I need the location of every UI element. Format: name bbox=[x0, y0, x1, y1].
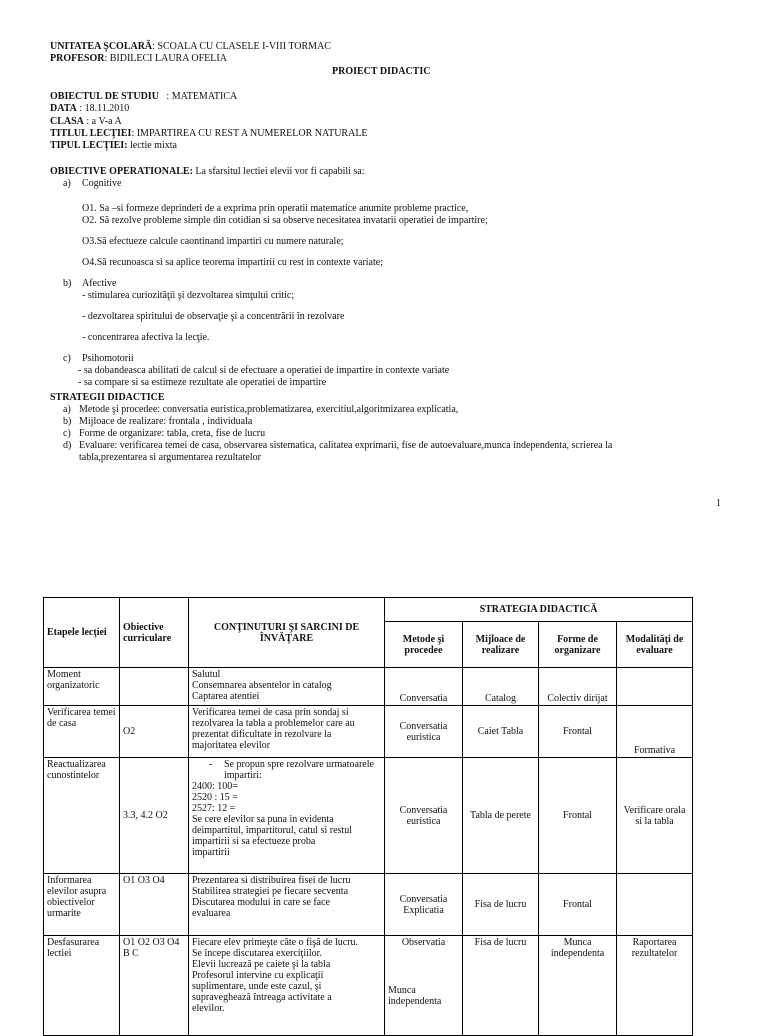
cell-forms: Frontal bbox=[539, 874, 617, 936]
lesson-type-line bbox=[50, 140, 177, 152]
cognitive-label: Cognitive bbox=[82, 178, 122, 189]
affective-marker: b) bbox=[63, 278, 72, 289]
subject-line bbox=[50, 91, 237, 103]
psychomotor-marker: c) bbox=[63, 353, 71, 364]
affective-item bbox=[50, 278, 730, 290]
objective-o1: O1. Sa –si formeze deprinderi de a exprima prin operatii matematice anumite probleme practice, bbox=[82, 203, 469, 214]
cell-means: Caiet Tabla bbox=[463, 706, 539, 758]
page-number: 1 bbox=[716, 498, 721, 509]
psychomotor-2: - sa compare si sa estimeze rezultate ale operatiei de impartire bbox=[78, 377, 327, 388]
cell-objectives: O1 O3 O4 bbox=[120, 874, 189, 936]
strategy-item: a) Metode şi procedee: conversatia euristica,problematizarea, exercitiul,algoritmizarea explicatia, bbox=[63, 404, 459, 415]
header-means: Mijloace de realizare bbox=[463, 622, 539, 668]
cell-content: - Se propun spre rezolvare urmatoarele impartiri: 2400: 100= 2520 : 15 = 2527: 12 = Se cere elevilor sa puna in evidenta deimpartitul, impartitorul, catul si restul impartirii si sa efectueze proba impartirii bbox=[189, 758, 385, 874]
header-objectives: Obiective curriculare bbox=[120, 598, 189, 668]
cognitive-item bbox=[50, 178, 730, 190]
lesson-title-label: TITLUL LECŢIEI bbox=[50, 128, 132, 139]
cell-forms: Colectiv dirijat bbox=[539, 668, 617, 706]
objective-o3: O3.Să efectueze calcule caontinand impartiri cu numere naturale; bbox=[82, 236, 344, 247]
cell-means: Fisa de lucru bbox=[463, 874, 539, 936]
teacher-label: PROFESOR bbox=[50, 53, 105, 64]
cell-stage: Verificarea temei de casa bbox=[44, 706, 120, 758]
cell-stage: Informarea elevilor asupra obiectivelor urmarite bbox=[44, 874, 120, 936]
cell-content: Fiecare elev primeşte câte o fişă de lucru. Se începe discutarea exerciţiilor. Elevii lucrează pe caiete şi la tabla Profesorul intervine cu explicaţii suplimentare, unde este cazul, şi supraveghează întreaga activitate a elevilor. bbox=[189, 936, 385, 1036]
cell-content: Verificarea temei de casa prin sondaj si rezolvarea la tabla a problemelor care au prezentat dificultate in rezolvare la majoritatea elevilor bbox=[189, 706, 385, 758]
cell-eval: Formativa bbox=[617, 706, 693, 758]
school-line bbox=[50, 41, 331, 53]
objectives-heading: OBIECTIVE OPERATIONALE: bbox=[50, 166, 193, 177]
objective-o4: O4.Să recunoasca si sa aplice teorema impartirii cu rest in contexte variate; bbox=[82, 257, 383, 268]
date-line bbox=[50, 103, 129, 115]
class-label: CLASA bbox=[50, 116, 84, 127]
table-row bbox=[44, 936, 693, 1036]
header-content: CONŢINUTURI ŞI SARCINI DE ÎNVĂŢARE bbox=[189, 598, 385, 668]
cell-objectives: O2 bbox=[120, 706, 189, 758]
strategy-item: b) Mijloace de realizare: frontala , individuala bbox=[63, 416, 253, 427]
cell-objectives bbox=[120, 668, 189, 706]
subject-label: OBIECTUL DE STUDIU bbox=[50, 91, 159, 102]
cell-methods: Conversatia euristica bbox=[385, 758, 463, 874]
cell-objectives: O1 O2 O3 O4 B C bbox=[120, 936, 189, 1036]
strategies-section bbox=[50, 392, 730, 464]
cell-forms: Frontal bbox=[539, 758, 617, 874]
cognitive-marker: a) bbox=[63, 178, 71, 189]
affective-label: Afective bbox=[82, 278, 117, 289]
cell-stage: Reactualizarea cunostintelor bbox=[44, 758, 120, 874]
strategy-item: c) Forme de organizare: tabla, creta, fise de lucru bbox=[63, 428, 266, 439]
subject-value: : MATEMATICA bbox=[158, 91, 238, 102]
lesson-type-value: lectie mixta bbox=[127, 140, 177, 151]
objective-o2: O2. Să rezolve probleme simple din cotidian si sa observe necesitatea invatarii operatiei de impartire; bbox=[82, 215, 488, 226]
cell-eval: Verificare orala si la tabla bbox=[617, 758, 693, 874]
header-methods: Metode şi procedee bbox=[385, 622, 463, 668]
lesson-type-label: TIPUL LECŢIEI: bbox=[50, 140, 128, 151]
objectives-heading-line bbox=[50, 166, 730, 178]
psychomotor-item bbox=[50, 353, 730, 365]
cell-methods: Conversatia euristica bbox=[385, 706, 463, 758]
class-value: : a V-a A bbox=[83, 116, 122, 127]
affective-3: - concentrarea afectiva la lecţie. bbox=[82, 332, 210, 343]
objectives-intro: La sfarsitul lectiei elevii vor fi capabili sa: bbox=[192, 166, 365, 177]
cell-means: Catalog bbox=[463, 668, 539, 706]
teacher-value: : BIDILECI LAURA OFELIA bbox=[104, 53, 227, 64]
date-value: : 18.11.2010 bbox=[76, 103, 130, 114]
doc-title: PROIECT DIDACTIC bbox=[332, 66, 431, 77]
cell-eval bbox=[617, 874, 693, 936]
cell-content: Prezentarea si distribuirea fisei de lucru Stabilirea strategiei pe fiecare secventa Discutarea modului in care se face evaluarea bbox=[189, 874, 385, 936]
header-stage: Etapele lecţiei bbox=[44, 598, 120, 668]
cell-content: Salutul Consemnarea absentelor in catalog Captarea atentiei bbox=[189, 668, 385, 706]
cell-means: Fisa de lucru bbox=[463, 936, 539, 1036]
cell-forms: Frontal bbox=[539, 706, 617, 758]
strategy-item: d) Evaluare: verificarea temei de casa, observarea sistematica, calitatea exprimarii, fise de autoevaluare,munca independenta, scrierea la tabla,prezentarea si argumentarea rezultatelor bbox=[63, 440, 613, 463]
lesson-title-value: : IMPARTIREA CU REST A NUMERELOR NATURALE bbox=[131, 128, 368, 139]
teacher-line bbox=[50, 53, 227, 65]
table-row bbox=[44, 874, 693, 936]
affective-1: - stimularea curiozităţii şi dezvoltarea simţului critic; bbox=[82, 290, 295, 301]
cell-eval: Raportarea rezultatelor bbox=[617, 936, 693, 1036]
cell-stage: Desfasurarea lectiei bbox=[44, 936, 120, 1036]
cell-eval bbox=[617, 668, 693, 706]
psychomotor-label: Psihomotorii bbox=[82, 353, 134, 364]
header-forms: Forme de organizare bbox=[539, 622, 617, 668]
strategies-heading: STRATEGII DIDACTICE bbox=[50, 392, 165, 403]
table-row bbox=[44, 706, 693, 758]
class-line bbox=[50, 116, 122, 128]
lesson-table bbox=[43, 597, 693, 1036]
objectives-section bbox=[50, 166, 730, 389]
school-value: : SCOALA CU CLASELE I-VIII TORMAC bbox=[152, 41, 331, 52]
psychomotor-1: - sa dobandeasca abilitati de calcul si de efectuare a operatiei de impartire in contexte variate bbox=[78, 365, 450, 376]
date-label: DATA bbox=[50, 103, 77, 114]
cell-methods: Observatia Munca independenta bbox=[385, 936, 463, 1036]
cell-methods: Conversatia bbox=[385, 668, 463, 706]
affective-2: - dezvoltarea spiritului de observaţie şi a concentrării în rezolvare bbox=[82, 311, 345, 322]
header-strategy: STRATEGIA DIDACTICĂ bbox=[385, 598, 693, 622]
cell-methods: Conversatia Explicatia bbox=[385, 874, 463, 936]
cell-forms: Munca independenta bbox=[539, 936, 617, 1036]
lesson-title-line bbox=[50, 128, 368, 140]
cell-objectives: 3.3, 4.2 O2 bbox=[120, 758, 189, 874]
header-eval: Modalităţi de evaluare bbox=[617, 622, 693, 668]
table-row bbox=[44, 668, 693, 706]
cell-means: Tabla de perete bbox=[463, 758, 539, 874]
school-label: UNITATEA ŞCOLARĂ bbox=[50, 41, 153, 52]
table-row bbox=[44, 758, 693, 874]
strategies-list bbox=[50, 404, 730, 464]
cell-stage: Moment organizatoric bbox=[44, 668, 120, 706]
